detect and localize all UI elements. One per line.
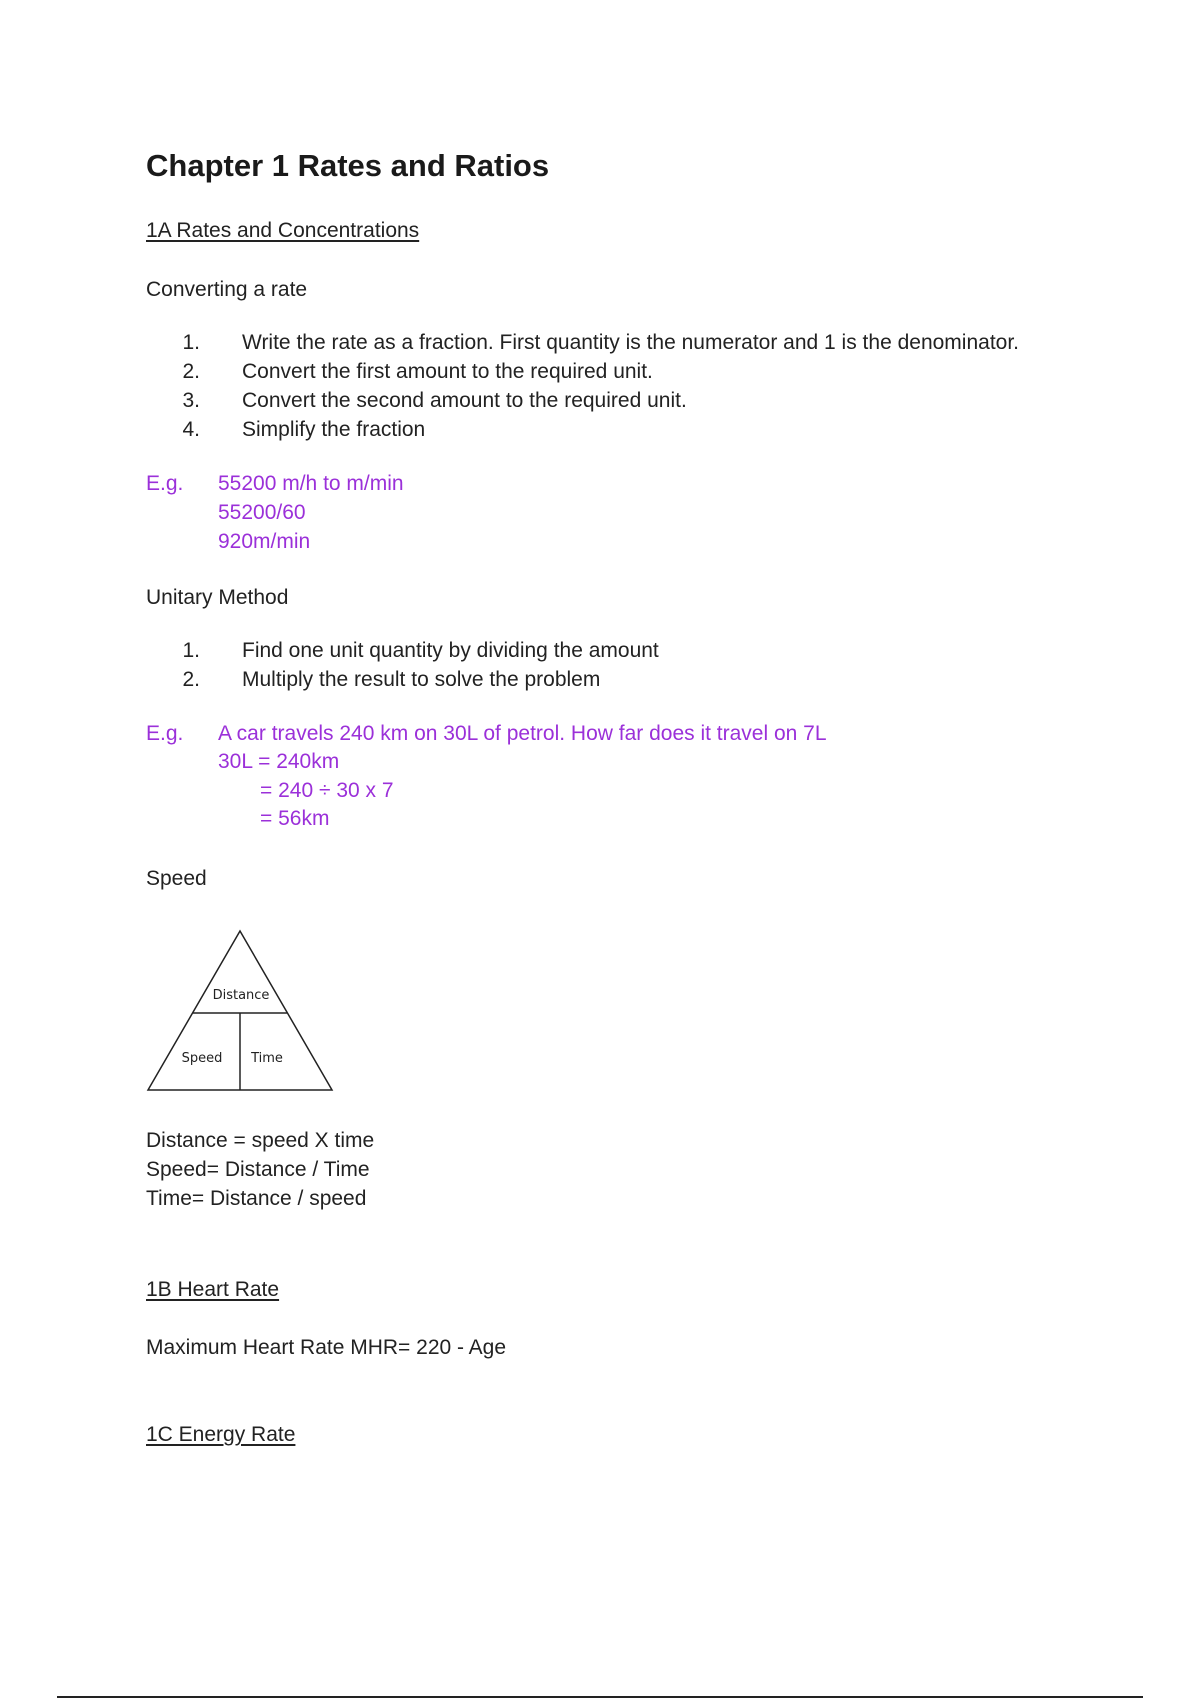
section-1b-heading: 1B Heart Rate <box>146 1278 280 1301</box>
speed-label: Speed <box>146 867 207 890</box>
triangle-label-speed: Speed <box>181 1051 223 1066</box>
section-1a-heading: 1A Rates and Concentrations <box>146 219 420 242</box>
example-line: 30L = 240km <box>218 750 340 773</box>
converting-rate-label: Converting a rate <box>146 278 308 301</box>
example-line: 55200/60 <box>218 501 306 524</box>
speed-triangle-diagram <box>140 925 340 1095</box>
example-line: 55200 m/h to m/min <box>218 472 404 495</box>
chapter-title: Chapter 1 Rates and Ratios <box>146 148 550 183</box>
triangle-label-time: Time <box>251 1051 283 1066</box>
example-line: = 56km <box>260 807 330 830</box>
speed-formula: Distance = speed X time <box>146 1129 375 1152</box>
heart-rate-formula: Maximum Heart Rate MHR= 220 - Age <box>146 1336 507 1359</box>
example-line: 920m/min <box>218 530 311 553</box>
triangle-label-distance: Distance <box>212 988 270 1003</box>
example-line: = 240 ÷ 30 x 7 <box>260 779 394 802</box>
page-bottom-rule <box>57 1696 1143 1698</box>
example-label: E.g. <box>146 722 184 745</box>
section-1c-heading: 1C Energy Rate <box>146 1423 296 1446</box>
example-label: E.g. <box>146 472 184 495</box>
example-line: A car travels 240 km on 30L of petrol. How far does it travel on 7L <box>218 722 827 745</box>
document-page: Chapter 1 Rates and Ratios 1A Rates and Concentrations Converting a rate 1. Write the rate as a fraction. First quantity is the numerator and 1 is the denominator. 2. Convert the first amount to the required unit. 3. Convert the second amount to the required unit. 4. Simplify the fraction E.g. 55200 m/h to m/min 55200/60 920m/min Unitary Method 1. Find one unit quantity by dividing the amount 2. Multiply the result to solve the problem E.g. A car travels 240 km on 30L of petrol. How far does it travel on 7L 30L = 240km = 240 ÷ 30 x 7 = 56km Speed Distance Speed Time Distance = speed X time Speed= Distance / Time Time= Distance / speed 1B Heart Rate Maximum Heart Rate MHR= 220 - Age 1C Energy Rate <box>0 0 1200 1700</box>
unitary-method-label: Unitary Method <box>146 586 289 609</box>
speed-formula: Time= Distance / speed <box>146 1187 367 1210</box>
speed-formula: Speed= Distance / Time <box>146 1158 370 1181</box>
